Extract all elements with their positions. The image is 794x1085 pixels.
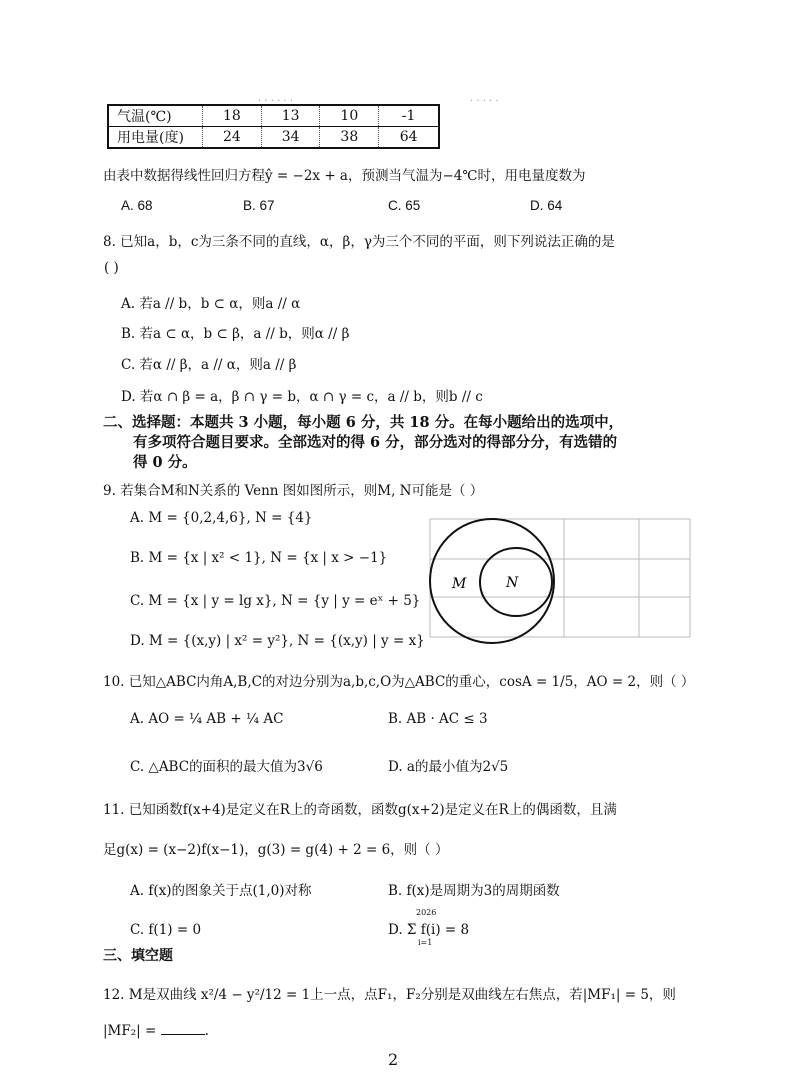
table-cell: 10	[320, 105, 379, 127]
option-b: B. f(x)是周期为3的周期函数	[388, 883, 560, 899]
table-cell: 34	[261, 127, 320, 149]
scan-artifact: · · · · ·	[470, 96, 499, 107]
option-b: B. 若a ⊂ α，b ⊂ β，a // b，则α // β	[121, 326, 350, 342]
option-a: A. 68	[121, 198, 153, 213]
table-cell: -1	[379, 105, 439, 127]
table-cell: 13	[261, 105, 320, 127]
answer-paren: ( )	[104, 260, 119, 276]
answer-blank	[161, 1022, 205, 1035]
venn-diagram	[424, 497, 696, 653]
option-d: D. M = {(x,y) | x² = y²}, N = {(x,y) | y = x}	[130, 633, 425, 649]
data-table	[107, 104, 440, 149]
option-c: C. 65	[388, 198, 421, 213]
option-d: D. 若α ∩ β = a，β ∩ γ = b，α ∩ γ = c，a // b，则b // c	[121, 389, 483, 405]
option-a: A. M = {0,2,4,6}, N = {4}	[130, 510, 313, 526]
set-m-label: M	[452, 576, 467, 592]
table-cell: 气温(℃)	[117, 109, 172, 125]
table-cell: 24	[203, 127, 262, 149]
option-d: D. a的最小值为2√5	[388, 759, 509, 775]
question-stem: 足g(x) = (x−2)f(x−1)，g(3) = g(4) + 2 = 6，则（ ）	[103, 842, 449, 858]
question-stem: 11. 已知函数f(x+4)是定义在R上的奇函数，函数g(x+2)是定义在R上的偶函数，且满	[103, 802, 617, 818]
table-cell: 用电量(度)	[108, 127, 203, 149]
question-stem: 9. 若集合M和N关系的 Venn 图如图所示，则M, N可能是（ ）	[103, 483, 484, 499]
section-heading: 得 0 分。	[133, 454, 197, 471]
section-heading: 二、选择题：本题共 3 小题，每小题 6 分，共 18 分。在每小题给出的选项中，	[103, 414, 624, 431]
sum-upper-limit: 2026	[416, 908, 437, 917]
table-row	[108, 105, 439, 127]
table-cell: 64	[379, 127, 439, 149]
section-heading: 有多项符合题目要求。全部选对的得 6 分，部分选对的得部分分，有选错的	[133, 434, 618, 451]
option-c: C. △ABC的面积的最大值为3√6	[130, 759, 323, 775]
option-c: C. M = {x | y = lg x}, N = {y | y = eˣ + 5}	[130, 593, 421, 609]
option-a: A. AO = ¼ AB + ¼ AC	[130, 711, 284, 727]
option-a: A. f(x)的图象关于点(1,0)对称	[130, 883, 312, 899]
table-cell: 38	[320, 127, 379, 149]
option-b: B. M = {x | x² < 1}, N = {x | x > −1}	[130, 550, 388, 566]
section-heading: 三、填空题	[103, 948, 173, 964]
option-d: D. Σ f(i) = 8	[388, 922, 470, 938]
option-c: C. f(1) = 0	[130, 922, 202, 938]
set-m-circle	[430, 519, 554, 643]
option-a: A. 若a // b，b ⊂ α，则a // α	[121, 296, 301, 312]
scan-artifact: · · · · · ·	[258, 96, 293, 107]
answer-prefix: |MF₂| =	[103, 1023, 157, 1039]
answer-line: |MF₂| = .	[103, 1023, 209, 1039]
table-row	[108, 127, 439, 149]
option-b: B. AB · AC ≤ 3	[388, 711, 488, 727]
question-stem: 10. 已知△ABC内角A,B,C的对边分别为a,b,c,O为△ABC的重心，cosA = 1/5，AO = 2，则（ ）	[103, 674, 695, 690]
option-b: B. 67	[243, 198, 275, 213]
question-stem: 由表中数据得线性回归方程ŷ = −2x + a，预测当气温为−4℃时，用电量度数为	[103, 168, 586, 184]
set-n-label: N	[506, 575, 519, 591]
question-stem: 12. M是双曲线 x²/4 − y²/12 = 1上一点，点F₁，F₂分别是双曲线左右焦点，若|MF₁| = 5，则	[103, 987, 676, 1003]
table-cell: 18	[203, 105, 262, 127]
background-grid	[430, 519, 690, 637]
sum-lower-limit: i=1	[418, 938, 433, 947]
page-number: 2	[388, 1050, 399, 1069]
option-c: C. 若α // β，a // α，则a // β	[121, 357, 297, 373]
question-stem: 8. 已知a，b，c为三条不同的直线，α，β，γ为三个不同的平面，则下列说法正确的是	[103, 234, 615, 250]
option-d: D. 64	[530, 198, 563, 213]
venn-svg	[424, 497, 696, 653]
